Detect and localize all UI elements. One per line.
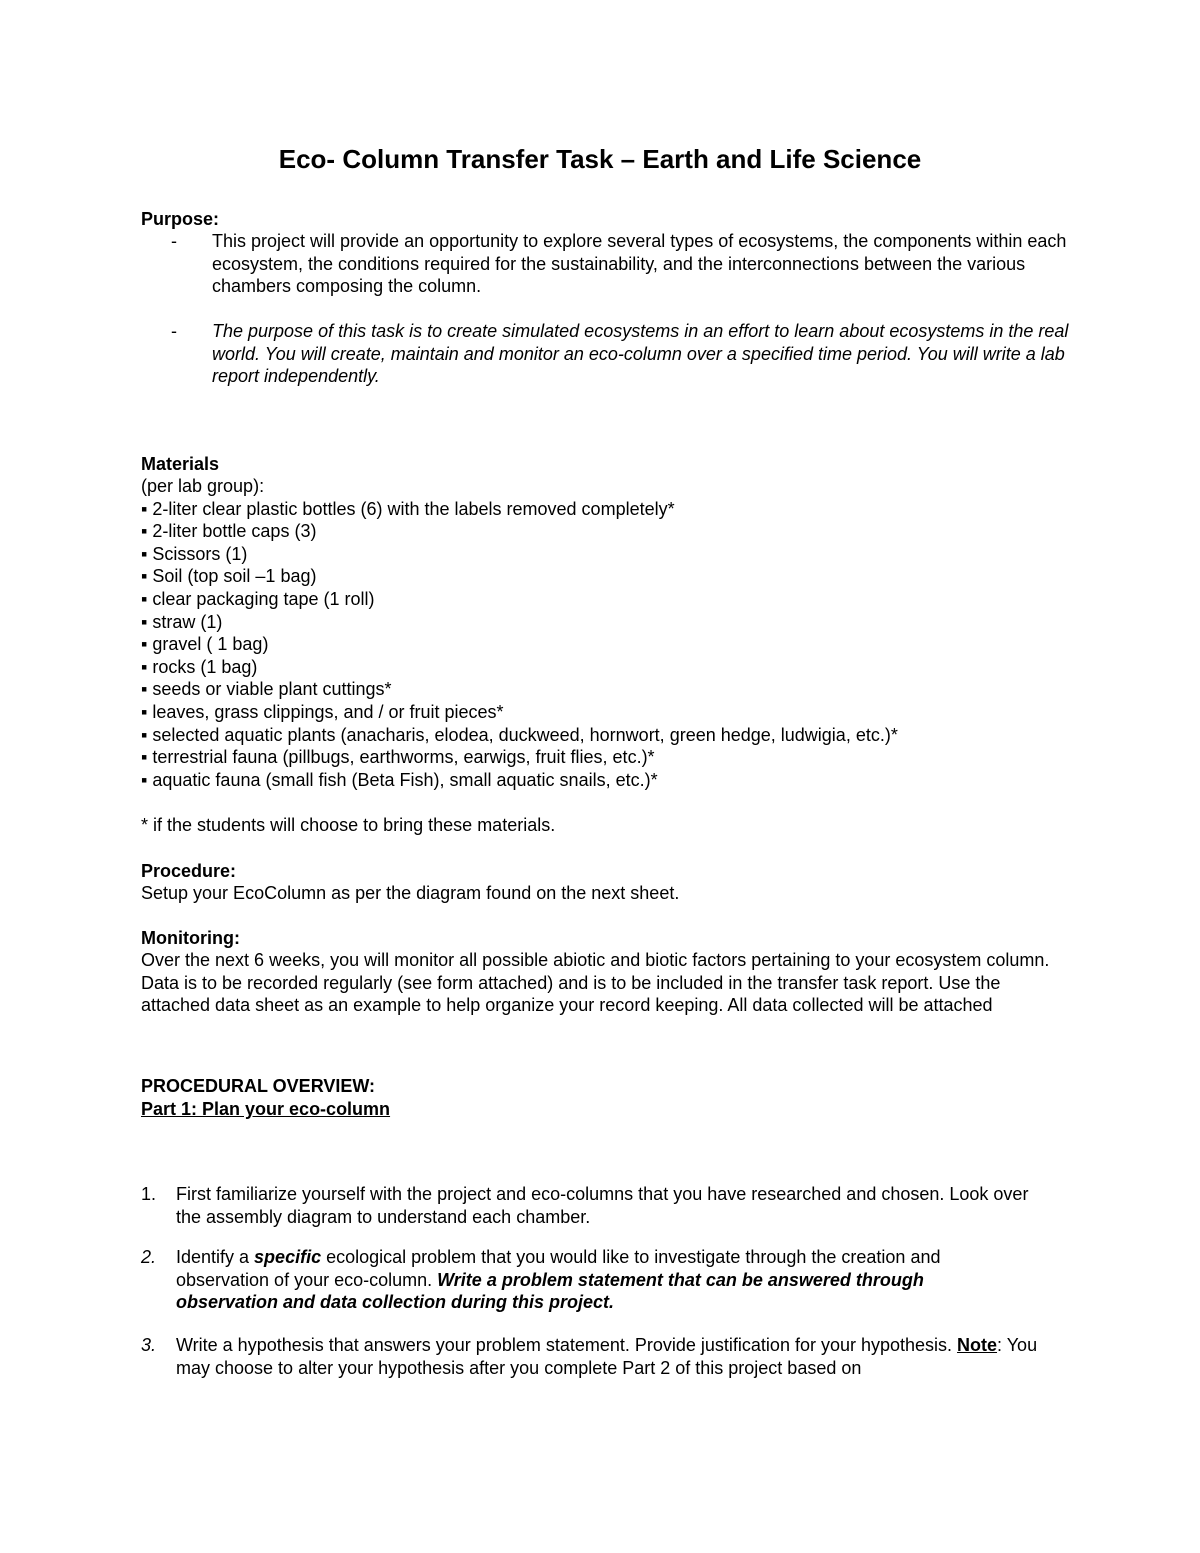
materials-item: ▪ straw (1): [141, 611, 223, 632]
procedural-overview-heading: PROCEDURAL OVERVIEW:: [141, 1076, 376, 1096]
monitoring-text: Over the next 6 weeks, you will monitor all possible abiotic and biotic factors pertaining to your ecosystem column. Data is to be recorded regularly (see form attached) and is to be included in the transfer task report. Use the attached data sheet as an example to help organize your record keeping. All data collected will be attached: [141, 950, 1050, 1016]
page-title: Eco- Column Transfer Task – Earth and Life Science: [278, 144, 922, 174]
step-text-emphasis: specific: [254, 1247, 322, 1267]
step-text: [176, 1246, 1021, 1314]
step-item: [141, 1334, 1041, 1379]
part1-heading: Part 1: Plan your eco-column: [141, 1099, 391, 1119]
step-text-part: : You may choose to alter your hypothesis after you complete Part 2 of this project based on: [176, 1335, 1038, 1378]
step-number: 2.: [141, 1247, 157, 1267]
materials-item: ▪ selected aquatic plants (anacharis, elodea, duckweed, hornwort, green hedge, ludwigia, etc.)*: [141, 724, 898, 745]
step-text: First familiarize yourself with the project and eco-columns that you have researched and chosen. Look over the assembly diagram to understand each chamber.: [176, 1184, 1029, 1227]
dash-marker: -: [171, 231, 177, 251]
step-text: [176, 1334, 1041, 1379]
note-label: Note: [957, 1335, 998, 1355]
materials-item: ▪ leaves, grass clippings, and / or fruit pieces*: [141, 701, 504, 722]
step-number: 3.: [141, 1335, 157, 1355]
step-text-emphasis: Write a problem statement that can be answered through observation and data collection during this project.: [176, 1269, 924, 1313]
materials-subheading: (per lab group):: [141, 476, 265, 496]
step-text-part: ecological problem that you would like to investigate through the creation and observation of your eco-column.: [176, 1247, 941, 1290]
monitoring-heading: Monitoring:: [141, 928, 240, 948]
purpose-item: [173, 230, 1073, 298]
step-item: [141, 1183, 1041, 1228]
materials-footnote: * if the students will choose to bring these materials.: [141, 815, 556, 835]
materials-item: ▪ terrestrial fauna (pillbugs, earthworms, earwigs, fruit flies, etc.)*: [141, 747, 655, 768]
materials-list: [141, 498, 1071, 792]
procedure-heading: Procedure:: [141, 861, 237, 881]
step-number: 1.: [141, 1184, 157, 1204]
materials-item: ▪ aquatic fauna (small fish (Beta Fish), small aquatic snails, etc.)*: [141, 769, 658, 790]
materials-item: ▪ 2-liter clear plastic bottles (6) with the labels removed completely*: [141, 498, 675, 519]
materials-item: ▪ Scissors (1): [141, 543, 248, 564]
step-text-part: Identify a: [176, 1247, 255, 1267]
procedure-text: Setup your EcoColumn as per the diagram found on the next sheet.: [141, 883, 680, 903]
purpose-item-text: The purpose of this task is to create simulated ecosystems in an effort to learn about ecosystems in the real world. You will create, maintain and monitor an eco-column over a specified time period. You will write a lab report independently.: [212, 321, 1069, 387]
dash-marker: -: [171, 321, 177, 341]
purpose-item: [173, 320, 1073, 388]
purpose-heading: Purpose:: [141, 209, 220, 229]
materials-item: ▪ Soil (top soil –1 bag): [141, 566, 317, 587]
step-item: [141, 1246, 1021, 1314]
materials-item: ▪ rocks (1 bag): [141, 656, 258, 677]
materials-item: ▪ seeds or viable plant cuttings*: [141, 679, 392, 700]
materials-item: ▪ 2-liter bottle caps (3): [141, 521, 317, 542]
purpose-item-text: This project will provide an opportunity to explore several types of ecosystems, the components within each ecosystem, the conditions required for the sustainability, and the interconnections between the various chambers composing the column.: [212, 231, 1067, 297]
materials-item: ▪ clear packaging tape (1 roll): [141, 588, 375, 609]
materials-heading: Materials: [141, 454, 220, 474]
step-text-part: Write a hypothesis that answers your problem statement. Provide justification for your hypothesis.: [176, 1335, 958, 1355]
materials-item: ▪ gravel ( 1 bag): [141, 634, 269, 655]
